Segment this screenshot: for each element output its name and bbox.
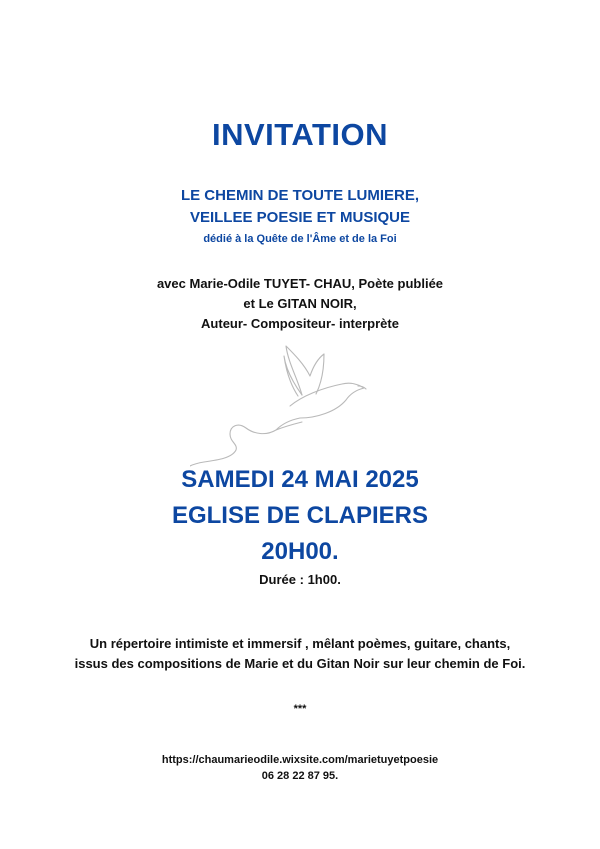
event-subtitle-line1: LE CHEMIN DE TOUTE LUMIERE, (180, 187, 420, 204)
website-link[interactable]: https://chaumarieodile.wixsite.com/marietuyetpoesie (161, 754, 439, 766)
event-date: SAMEDI 24 MAI 2025 (181, 466, 419, 493)
dove-line-art-icon (190, 340, 390, 470)
artists-line1: avec Marie-Odile TUYET- CHAU, Poète publiée (156, 276, 444, 291)
dedication-text: dédié à la Quête de l'Âme et de la Foi (203, 233, 397, 245)
description-line1: Un répertoire intimiste et immersif , mêlant poèmes, guitare, chants, (89, 636, 511, 651)
separator: *** (293, 703, 307, 715)
description-line2: issus des compositions de Marie et du Gitan Noir sur leur chemin de Foi. (74, 656, 526, 671)
artists-line3: Auteur- Compositeur- interprète (201, 316, 399, 331)
event-subtitle-line2: VEILLEE POESIE ET MUSIQUE (189, 209, 411, 226)
artists-line2: et Le GITAN NOIR, (243, 296, 357, 311)
event-time: 20H00. (261, 538, 339, 565)
event-venue: EGLISE DE CLAPIERS (171, 502, 429, 529)
page-title: INVITATION (211, 117, 389, 152)
event-duration: Durée : 1h00. (259, 572, 341, 587)
phone-number: 06 28 22 87 95. (261, 770, 339, 782)
